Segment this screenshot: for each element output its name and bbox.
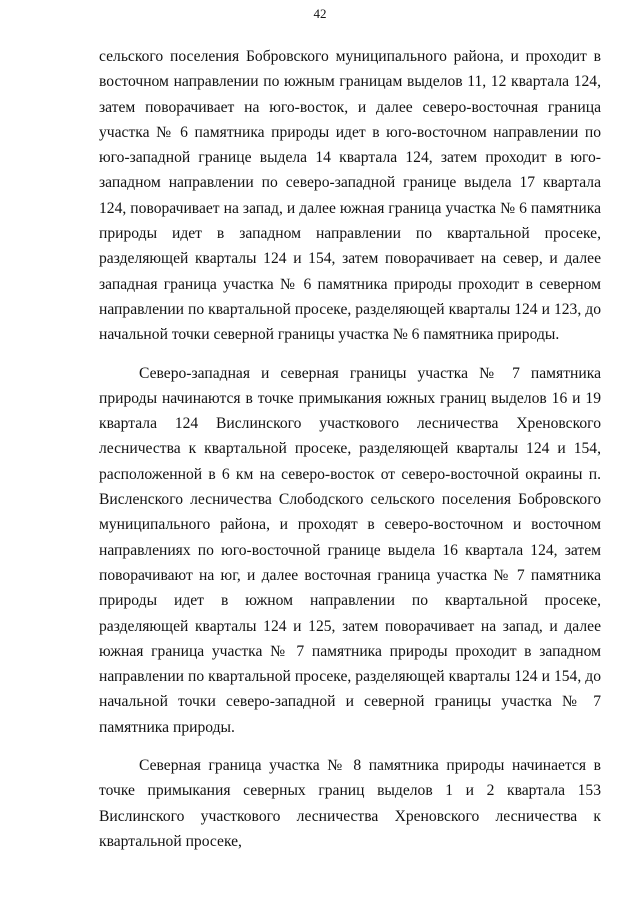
paragraph-site-7: Северо-западная и северная границы участка № 7 памятника природы начинаются в точке примыкания южных границ выделов 16 и 19 квартала 124 Вислинского участкового лесничества Хреновского лесничества к квартальной просеке, разделяющей кварталы 124 и 154, расположенной в 6 км на северо-восток от северо-восточной окраины п. Висленского лесничества Слободского сельского поселения Бобровского муниципального района, и проходят в северо-восточном и восточном направлениях по юго-восточной границе выдела 16 квартала 124, затем поворачивают на юг, и далее восточная граница участка № 7 памятника природы идет в южном направлении по квартальной просеке, разделяющей кварталы 124 и 125, затем поворачивает на запад, и далее южная граница участка № 7 памятника природы проходит в западном направлении по квартальной просеке, разделяющей кварталы 124 и 154, до начальной точки северо-западной и северной границы участка № 7 памятника природы. [99, 364, 601, 736]
page-number: 42 [313, 6, 327, 21]
paragraph-continuation: сельского поселения Бобровского муниципального района, и проходит в восточном направлении по южным границам выделов 11, 12 квартала 124, затем поворачивает на юго-восток, и далее северо-восточная граница участка № 6 памятника природы идет в юго-восточном направлении по юго-западной границе выдела 14 квартала 124, затем проходит в юго-западном направлении по северо-западной границе выдела 17 квартала 124, поворачивает на запад, и далее южная граница участка № 6 памятника природы идет в западном направлении по квартальной просеке, разделяющей кварталы 124 и 154, затем поворачивает на север, и далее западная граница участка № 6 памятника природы проходит в северном направлении по квартальной просеке, разделяющей кварталы 124 и 123, до начальной точки северной границы участка № 6 памятника природы. [99, 48, 601, 344]
document-body [99, 44, 601, 867]
paragraph-site-8: Северная граница участка № 8 памятника природы начинается в точке примыкания северных границ выделов 1 и 2 квартала 153 Вислинского участкового лесничества Хреновского лесничества к квартальной просеке, [99, 757, 601, 850]
